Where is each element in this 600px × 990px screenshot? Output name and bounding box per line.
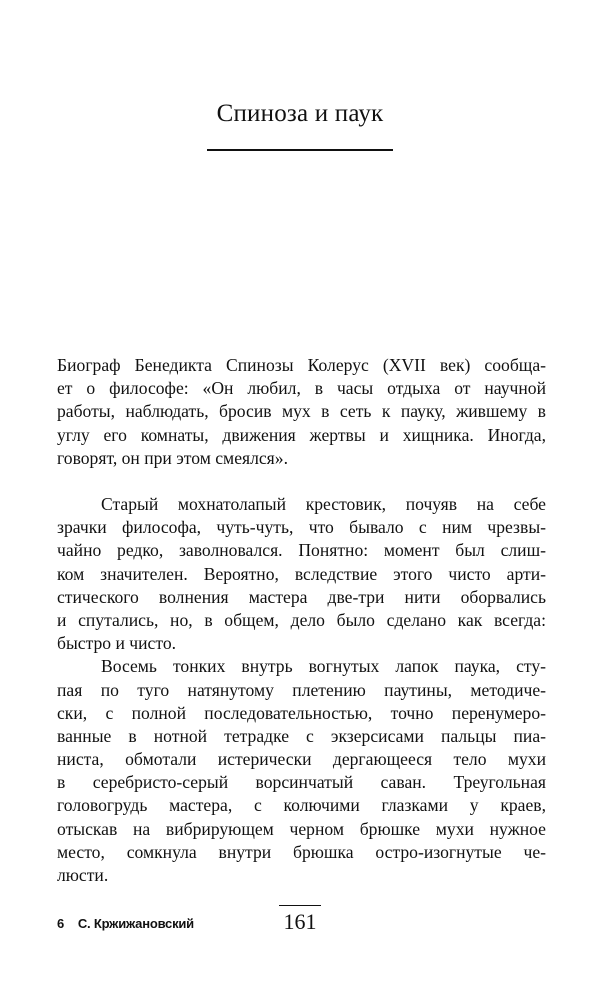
- paragraph-line: ски, с полной последовательностью, точно перенумеро-: [57, 702, 546, 723]
- epigraph-line: говорят, он при этом смеялся».: [57, 447, 288, 468]
- epigraph: [57, 354, 546, 470]
- paragraph-line: в серебристо-серый ворсинчатый саван. Треугольная: [57, 772, 546, 793]
- signature-number: 6: [57, 916, 65, 931]
- page-number: 161: [283, 909, 317, 934]
- paragraph-line: ком значителен. Вероятно, вследствие этого чисто арти-: [57, 563, 546, 584]
- epigraph-line: углу его комнаты, движения жертвы и хищника. Иногда,: [57, 424, 546, 445]
- author-name: С. Кржижановский: [77, 916, 194, 931]
- epigraph-line: ет о философе: «Он любил, в часы отдыха от научной: [57, 378, 546, 399]
- body-text: [57, 493, 546, 887]
- paragraph-line: Старый мохнатолапый крестовик, почуяв на себе: [101, 494, 546, 514]
- paragraph-2: [57, 655, 546, 887]
- paragraph-line: стического волнения мастера две-три нити оборвались: [57, 586, 546, 607]
- paragraph-line: люсти.: [57, 865, 109, 885]
- paragraph-line: чайно редко, заволновался. Понятно: момент был слиш-: [57, 540, 546, 561]
- paragraph-line: и спутались, но, в общем, дело было сделано как всегда:: [57, 609, 546, 630]
- epigraph-line: работы, наблюдать, бросив мух в сеть к пауку, жившему в: [57, 401, 546, 422]
- epigraph-line: Биограф Бенедикта Спинозы Колерус (XVII век) сообща-: [57, 355, 546, 375]
- paragraph-line: быстро и чисто.: [57, 633, 177, 654]
- paragraph-line: ванные в нотной тетрадке с экзерсисами пальцы пиа-: [57, 725, 546, 746]
- paragraph-line: головогрудь мастера, с колючими глазками у краев,: [57, 795, 546, 816]
- paragraph-line: место, сомкнула внутри брюшка остро-изогнутые че-: [57, 841, 546, 862]
- title-underline: [207, 149, 393, 151]
- printer-signature: [57, 916, 194, 931]
- chapter-title: Спиноза и паук: [216, 100, 384, 127]
- paragraph-line: пая по туго натянутому плетению паутины, методиче-: [57, 679, 546, 700]
- paragraph-line: Восемь тонких внутрь вогнутых лапок паука, сту-: [101, 656, 546, 677]
- page-number-rule: [279, 905, 321, 906]
- paragraph-line: отыскав на вибрирующем черном брюшке мухи нужное: [57, 818, 546, 839]
- paragraph-1: [57, 493, 546, 655]
- paragraph-line: ниста, обмотали истерически дергающееся тело мухи: [57, 749, 546, 770]
- paragraph-line: зрачки философа, чуть-чуть, что бывало с ним чрезвы-: [57, 517, 546, 538]
